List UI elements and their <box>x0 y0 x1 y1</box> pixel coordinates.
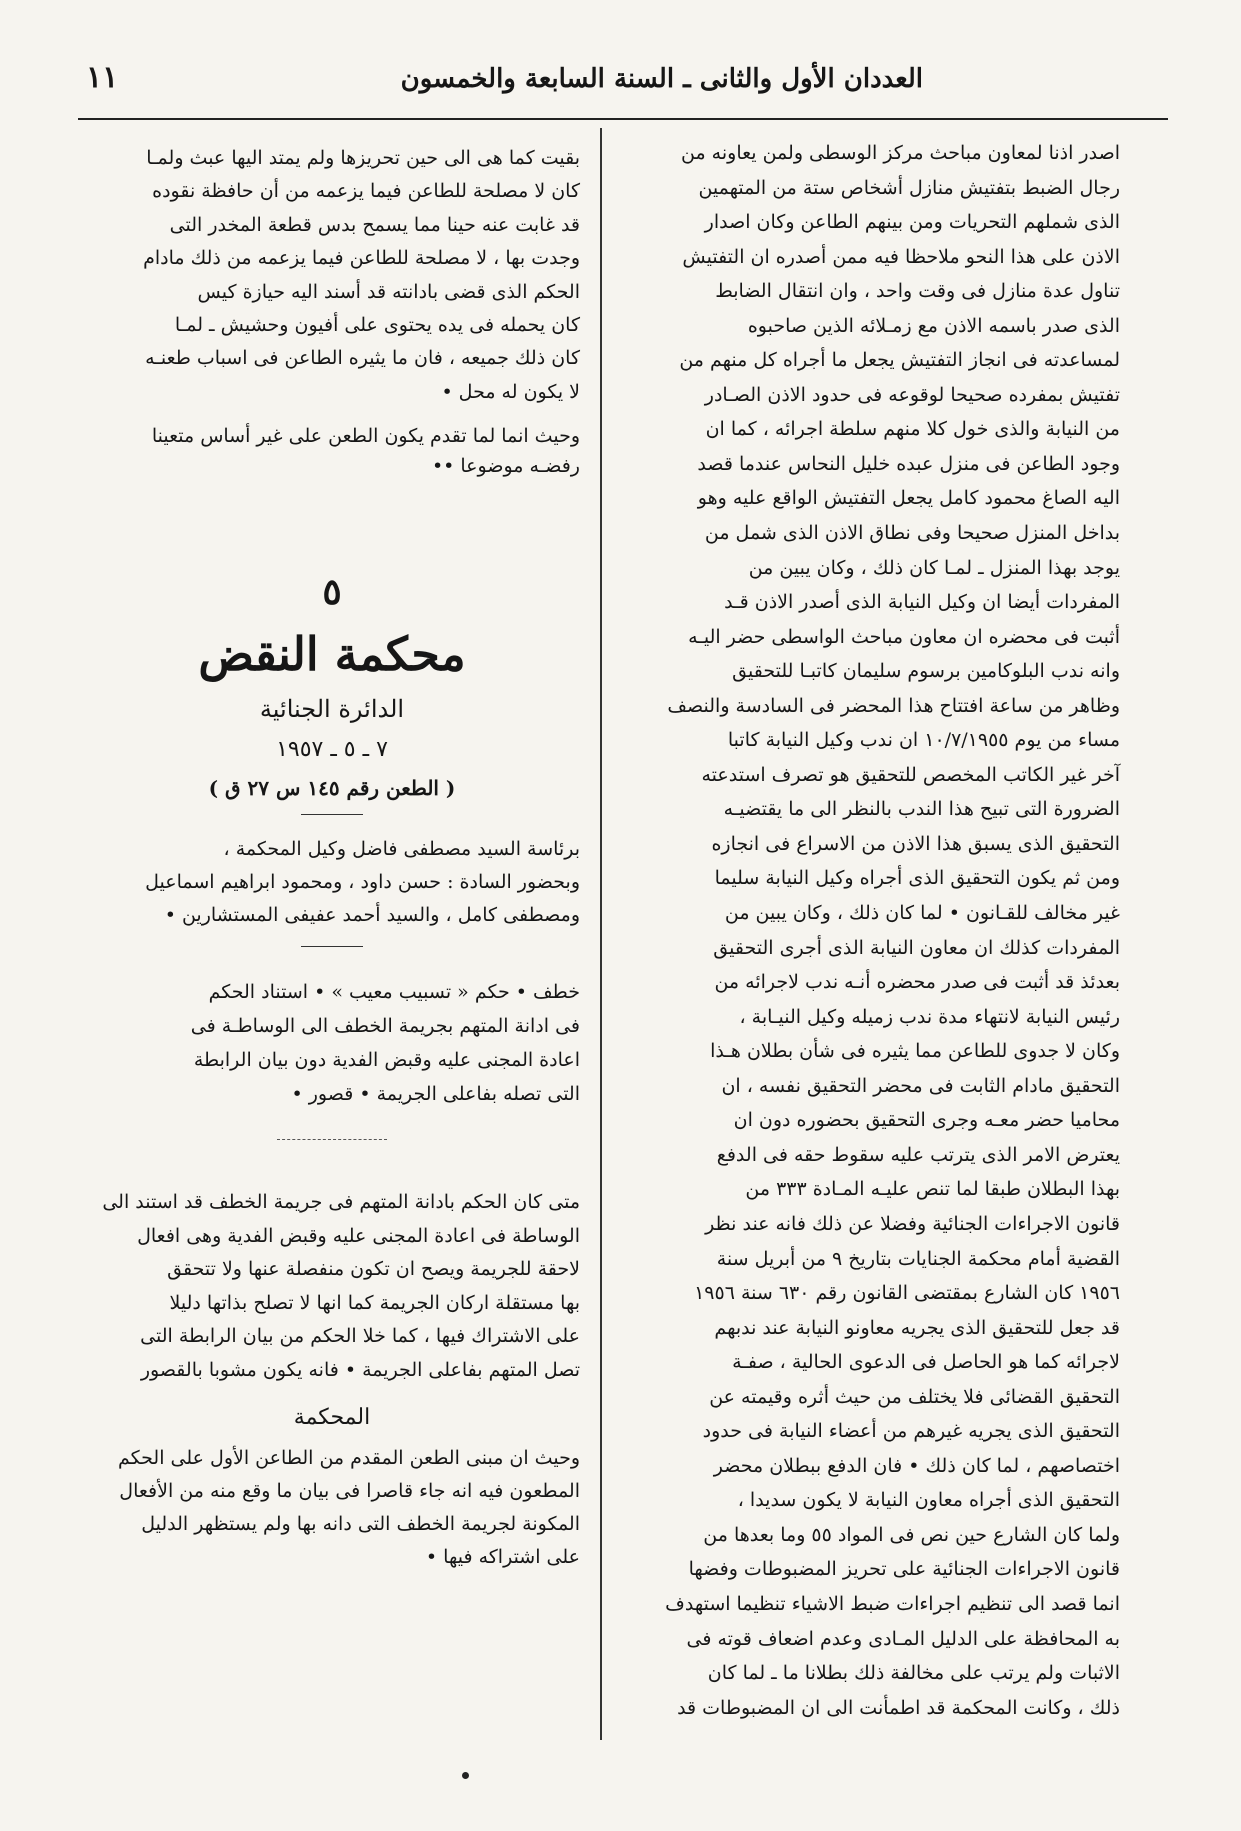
left-column <box>84 142 580 1574</box>
previous-case-ruling: وحيث انما لما تقدم يكون الطعن على غير أساس متعينا رفضـه موضوعا •• <box>151 425 580 478</box>
previous-case-conclusion: بقيت كما هى الى حين تحريزها ولم يمتد اليها عبث ولمـا كان لا مصلحة للطاعن فيما يزعمه من أن حافظة نقوده قد غابت عنه حينا مما يسمح بدس قطعة المخدر التى وجدت بها ، لا مصلحة للطاعن فيما يزعمه من ذلك مادام الحكم الذى قضى بادانته قد أسند اليه حيازة كيس كان يحمله فى يده يحتوى على أفيون وحشيش ـ لمـا كان ذلك جميعه ، فان ما يثيره الطاعن فى اسباب طعنـه لا يكون له محل • <box>143 147 580 403</box>
column-divider <box>600 128 602 1740</box>
page-header <box>78 58 1168 118</box>
ruling-date: ٧ ـ ٥ ـ ١٩٥٧ <box>276 737 388 763</box>
dashed-separator <box>277 1139 387 1140</box>
right-column-paragraph: اصدر اذنا لمعاون مباحث مركز الوسطى ولمن يعاونه من رجال الضبط بتفتيش منازل أشخاص ستة من المتهمين الذى شملهم التحريات ومن بينهم الطاعن وكان اصدار الاذن على هذا النحو ملاحظا فيه ممن أصدره ان التفتيش تناول عدة منازل فى وقت واحد ، وان انتقال الضابط الذى صدر باسمه الاذن مع زمـلائه الذين صاحبوه لمساعدته فى انجاز التفتيش يجعل ما أجراه كل منهم من تفتيش بمفرده صحيحا لوقوعه فى حدود الاذن الصـادر من النيابة والذى خول كلا منهم سلطة اجرائه ، كما ان وجود الطاعن فى منزل عبده خليل النحاس عندما قصد اليه الصاغ محمود كامل يجعل التفتيش الواقع عليه وهو بداخل المنزل صحيحا وفى نطاق الاذن الذى شمل من يوجد بهذا المنزل ـ لمـا كان ذلك ، وكان يبين من المفردات أيضا ان وكيل النيابة الذى أصدر الاذن قـد أثبت فى محضره ان معاون مباحث الواسطى حضر اليـه وانه ندب البلوكامين برسوم سليمان كاتبـا للتحقيق وظاهر من ساعة افتتاح هذا المحضر فى السادسة والنصف مساء من يوم ١٠/٧/١٩٥٥ ان ندب وكيل النيابة كاتبا آخر غير الكاتب المخصص للتحقيق هو تصرف استدعته الضرورة التى تبيح هذا الندب بالنظر الى ما يقتضيـه التحقيق الذى يسبق هذا الاذن من الاسراع فى انجازه ومن ثم يكون التحقيق الذى أجراه وكيل النيابة سليما غير مخالف للقـانون • لما كان ذلك ، وكان يبين من المفردات كذلك ان معاون النيابة الذى أجرى التحقيق بعدئذ قد أثبت فى صدر محضره أنـه ندب لاجرائه من رئيس النيابة لانتهاء مدة ندب زميله وكيل النيـابة ، وكان لا جدوى للطاعن مما يثيره فى شأن بطلان هـذا التحقيق مادام الثابت فى محضر التحقيق نفسه ، ان محاميا حضر معـه وجرى التحقيق بحضوره دون ان يعترض الامر الذى يترتب عليه سقوط حقه فى الدفع بهذا البطلان طبقا لما تنص عليـه المـادة ٣٣٣ من قانون الاجراءات الجنائية وفضلا عن ذلك فانه عند نظر القضية أمام محكمة الجنايات بتاريخ ٩ من أبريل سنة ١٩٥٦ كان الشارع بمقتضى القانون رقم ٦٣٠ سنة ١٩٥٦ قد جعل للتحقيق الذى يجريه معاونو النيابة عند ندبهم لاجرائه كما هو الحاصل فى الدعوى الحالية ، صفـة التحقيق القضائى فلا يختلف من حيث أثره وقيمته عن التحقيق الذى يجريه غيرهم من أعضاء النيابة فى حدود اختصاصهم ، لما كان ذلك • فان الدفع ببطلان محضر التحقيق الذى أجراه معاون النيابة لا يكون سديدا ، ولما كان الشارع حين نص فى المواد ٥٥ وما بعدها من قانون الاجراءات الجنائية على تحريز المضبوطات وفضها انما قصد الى تنظيم اجراءات ضبط الاشياء تنظيما استهدف به المحافظة على الدليل المـادى وعدم اضعاف قوته فى الاثبات ولم يرتب على مخالفة ذلك بطلانا ما ـ لما كان ذلك ، وكانت المحكمة قد اطمأنت الى ان المضبوطات قد <box>665 142 1120 1719</box>
case-keywords: خطف • حكم « تسبيب معيب » • استناد الحكم فى ادانة المتهم بجريمة الخطف الى الوساطـة فى اعادة المجنى عليه وقبض الفدية دون بيان الرابطة التى تصله بفاعلى الجريمة • قصور • <box>190 981 580 1106</box>
page-number: ١١ <box>86 60 119 95</box>
judgment-section-title: المحكمة <box>293 1405 371 1431</box>
right-column <box>608 136 1120 1725</box>
court-name-heading: محكمة النقض <box>198 627 466 682</box>
chamber-name: الدائرة الجنائية <box>259 695 405 724</box>
footer-dot <box>462 1772 469 1779</box>
section-separator <box>301 946 363 947</box>
legal-principle: متى كان الحكم بادانة المتهم فى جريمة الخطف قد استند الى الوساطة فى اعادة المجنى عليه وقبض الفدية وهى افعال لاحقة للجريمة ويصح ان تكون منفصلة عنها ولا تتحقق بها مستقلة اركان الجريمة كما انها لا تصلح بذاتها دليلا على الاشتراك فيها ، كما خلا الحكم من بيان الرابطة التى تصل المتهم بفاعلى الجريمة • فانه يكون مشوبا بالقصور <box>102 1191 580 1381</box>
appeal-number: ( الطعن رقم ١٤٥ س ٢٧ ق ) <box>208 776 456 801</box>
judgment-text: وحيث ان مبنى الطعن المقدم من الطاعن الأول على الحكم المطعون فيه انه جاء قاصرا فى بيان ما وقع منه من الأفعال المكونة لجريمة الخطف التى دانه بها ولم يستظهر الدليل على اشتراكه فيها • <box>118 1447 580 1569</box>
running-title: العددان الأول والثانى ـ السنة السابعة والخمسون <box>400 64 923 94</box>
case-number: ٥ <box>322 571 342 614</box>
bench-composition: برئاسة السيد مصطفى فاضل وكيل المحكمة ، وبحضور السادة : حسن داود ، ومحمود ابراهيم اسماعيل ومصطفى كامل ، والسيد أحمد عفيفى المستشارين • <box>145 838 580 927</box>
header-rule <box>78 118 1168 120</box>
section-separator <box>301 814 363 815</box>
